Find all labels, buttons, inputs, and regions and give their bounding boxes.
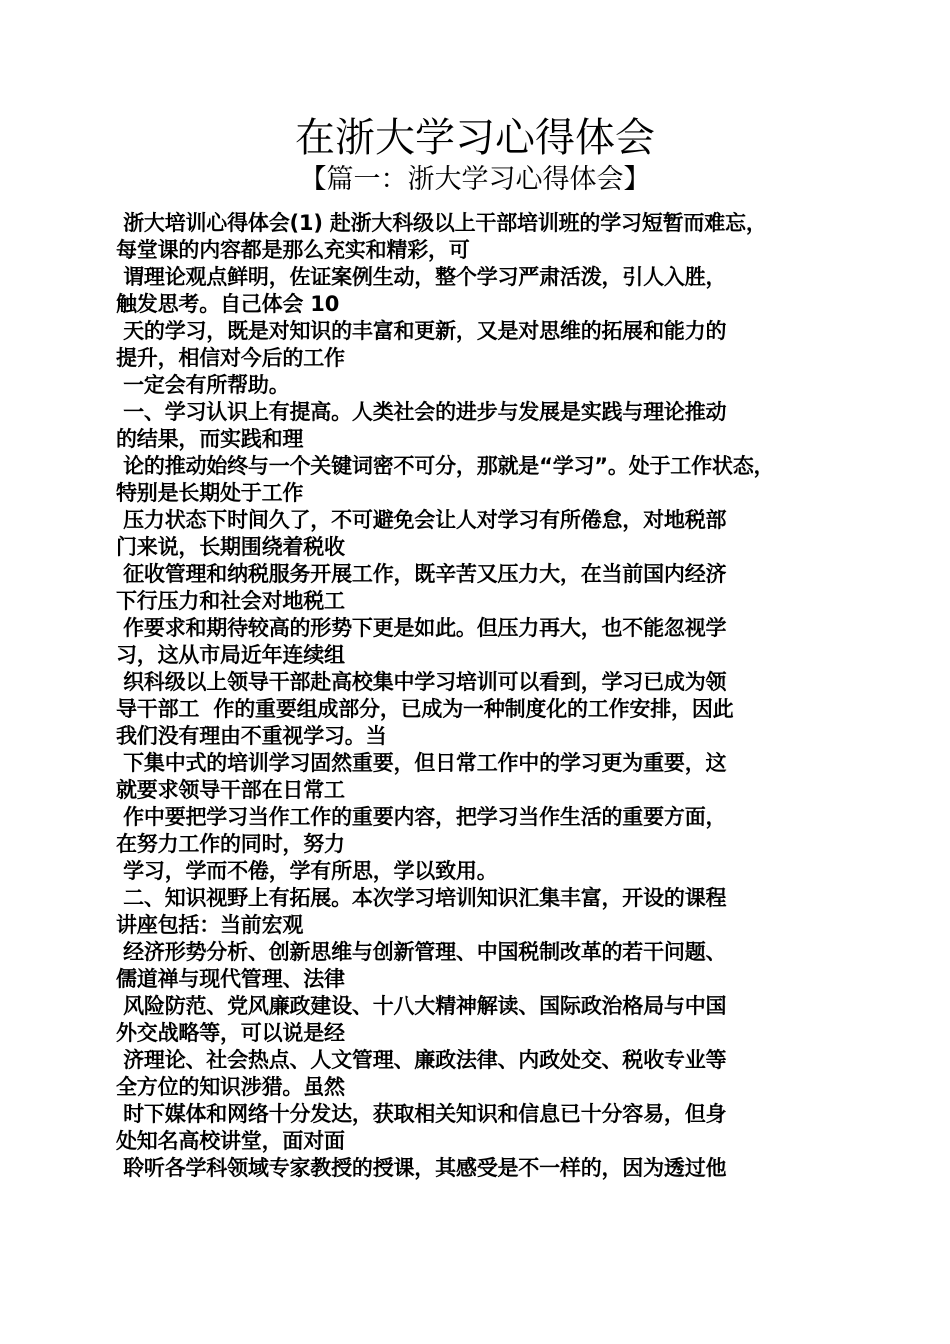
text-line: 在努力工作的同时，努力 xyxy=(116,832,345,856)
text-line: 外交战略等，可以说是经 xyxy=(116,1021,345,1045)
text-line: 处知名高校讲堂，面对面 xyxy=(116,1129,345,1153)
text-line: 作中要把学习当作工作的重要内容，把学习当作生活的重要方面， xyxy=(116,805,727,829)
text-line: 天的学习，既是对知识的丰富和更新，又是对思维的拓展和能力的 xyxy=(116,319,727,343)
document-body xyxy=(116,210,856,1182)
text-line: 论的推动始终与一个关键词密不可分，那就是“学习”。处于工作状态， xyxy=(116,454,775,478)
text-line: 压力状态下时间久了，不可避免会让人对学习有所倦怠，对地税部 xyxy=(116,508,727,532)
text-line: 聆听各学科领域专家教授的授课，其感受是不一样的，因为透过他 xyxy=(116,1156,727,1180)
text-line: 风险防范、党风廉政建设、十八大精神解读、国际政治格局与中国 xyxy=(116,994,727,1018)
text-line: 浙大培训心得体会(1) 赴浙大科级以上干部培训班的学习短暂而难忘， xyxy=(116,211,767,235)
text-line: 特别是长期处于工作 xyxy=(116,481,304,505)
text-line: 每堂课的内容都是那么充实和精彩，可 xyxy=(116,238,470,262)
text-line: 作要求和期待较高的形势下更是如此。但压力再大，也不能忽视学 xyxy=(116,616,727,640)
text-line: 济理论、社会热点、人文管理、廉政法律、内政处交、税收专业等 xyxy=(116,1048,727,1072)
text-line: 讲座包括：当前宏观 xyxy=(116,913,304,937)
text-line: 我们没有理由不重视学习。当 xyxy=(116,724,387,748)
text-line: 导干部工 作的重要组成部分，已成为一种制度化的工作安排，因此 xyxy=(116,697,734,721)
text-line: 经济形势分析、创新思维与创新管理、中国税制改革的若干问题、 xyxy=(116,940,727,964)
text-line: 的结果，而实践和理 xyxy=(116,427,304,451)
text-line: 下行压力和社会对地税工 xyxy=(116,589,345,613)
text-line: 门来说，长期围绕着税收 xyxy=(116,535,345,559)
document-title: 在浙大学习心得体会 xyxy=(295,115,655,161)
text-line: 时下媒体和网络十分发达，获取相关知识和信息已十分容易，但身 xyxy=(116,1102,727,1126)
text-line: 征收管理和纳税服务开展工作，既辛苦又压力大，在当前国内经济 xyxy=(116,562,727,586)
text-line: 提升，相信对今后的工作 xyxy=(116,346,345,370)
text-line: 一定会有所帮助。 xyxy=(116,373,290,397)
text-line: 触发思考。自己体会 10 xyxy=(116,292,340,316)
text-line: 全方位的知识涉猎。虽然 xyxy=(116,1075,345,1099)
text-line: 儒道禅与现代管理、法律 xyxy=(116,967,345,991)
text-line: 谓理论观点鲜明，佐证案例生动，整个学习严肃活泼，引人入胜， xyxy=(116,265,727,289)
text-line: 习，这从市局近年连续组 xyxy=(116,643,345,667)
text-line: 织科级以上领导干部赴高校集中学习培训可以看到，学习已成为领 xyxy=(116,670,727,694)
text-line: 下集中式的培训学习固然重要，但日常工作中的学习更为重要，这 xyxy=(116,751,727,775)
text-line: 学习，学而不倦，学有所思，学以致用。 xyxy=(116,859,498,883)
text-line: 二、知识视野上有拓展。本次学习培训知识汇集丰富，开设的课程 xyxy=(116,886,727,910)
text-line: 就要求领导干部在日常工 xyxy=(116,778,345,802)
document-subtitle: 【篇一：浙大学习心得体会】 xyxy=(299,164,651,195)
text-line: 一、学习认识上有提高。人类社会的进步与发展是实践与理论推动 xyxy=(116,400,727,424)
